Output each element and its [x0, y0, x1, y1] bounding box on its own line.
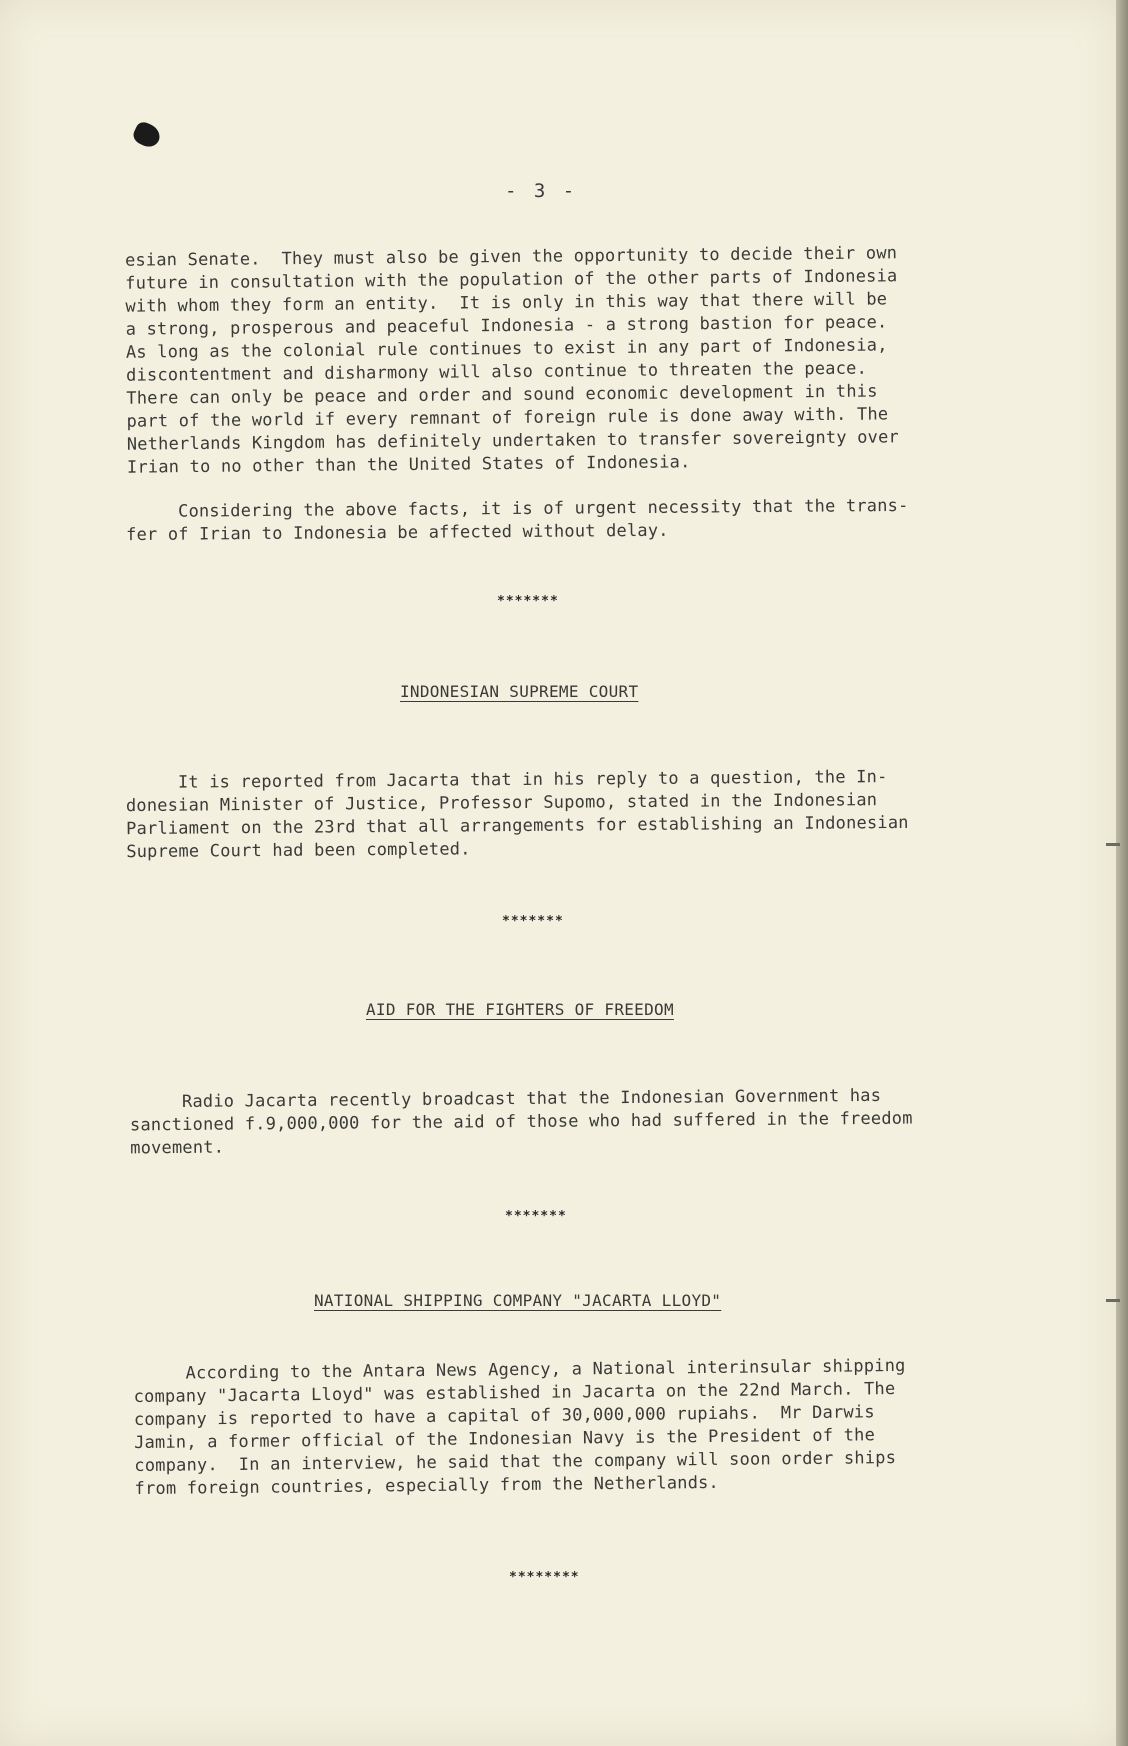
heading-supreme-court: INDONESIAN SUPREME COURT [400, 682, 639, 701]
heading-freedom-fighters: AID FOR THE FIGHTERS OF FREEDOM [366, 1000, 674, 1019]
section-separator: ******* [502, 914, 564, 929]
paragraph-jacarta-lloyd: According to the Antara News Agency, a National interinsular shipping company "Jacarta Lloyd" was established in Jacarta on the 22nd March. The company is reported to have a capital of 30,000,000 rupiahs. Mr Darwis Jamin, a former official of the Indonesian Navy is the President of the company. In an interview, he said that the company will soon order ships from foreign countries, especially from the Netherlands. [133, 1355, 906, 1500]
fold-mark [1106, 1299, 1120, 1302]
section-separator: ******** [509, 1570, 580, 1585]
paragraph-supreme-court: It is reported from Jacarta that in his reply to a question, the In- donesian Minister of Justice, Professor Supomo, stated in the Indonesian Parliament on the 23rd that all arrangements for establishing an Indonesian Supreme Court had been completed. [125, 767, 909, 863]
fold-mark [1106, 843, 1120, 846]
heading-jacarta-lloyd: NATIONAL SHIPPING COMPANY "JACARTA LLOYD" [314, 1291, 722, 1310]
section-separator: ******* [505, 1209, 567, 1224]
paragraph-freedom-fighters: Radio Jacarta recently broadcast that the Indonesian Government has sanctioned f.9,000,000 for the aid of those who had suffered in the freedom movement. [129, 1085, 913, 1159]
paragraph-irian-continued: esian Senate. They must also be given the opportunity to decide their own future in consultation with the population of the other parts of Indonesia with whom they form an entity. It is only in this way that there will be a strong, prosperous and peaceful Indonesia - a strong bastion for peace. As long as the colonial rule continues to exist in any part of Indonesia, discontentment and disharmony will also continue to threaten the peace. There can only be peace and order and sound economic development in this part of the world if every remnant of foreign rule is done away with. The Netherlands Kingdom has definitely undertaken to transfer sovereignty over Irian to no other than the United States of Indonesia. [124, 243, 900, 478]
paragraph-irian-conclusion: Considering the above facts, it is of urgent necessity that the trans- fer of Irian to Indonesia be affected without delay. [125, 495, 909, 546]
section-separator: ******* [497, 594, 559, 609]
page-number: - 3 - [505, 180, 578, 202]
ink-blot-mark [131, 120, 164, 151]
page-edge-shadow [1116, 0, 1128, 1746]
